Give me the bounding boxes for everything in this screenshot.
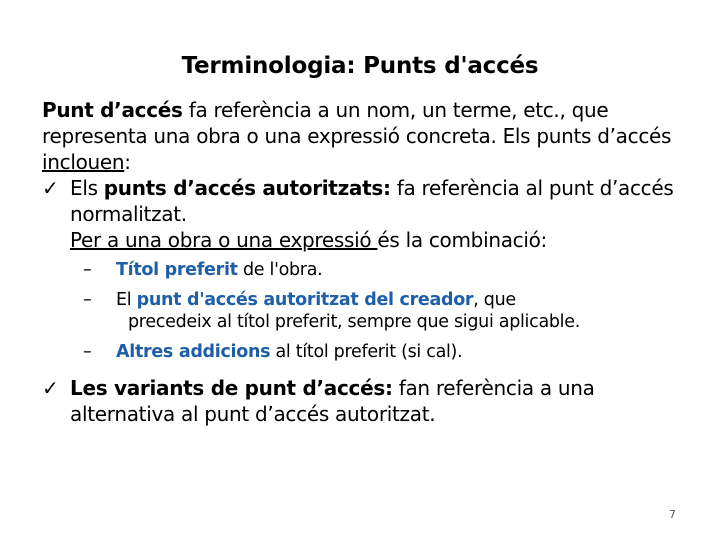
bullet-1-prefix: Els bbox=[70, 176, 104, 200]
sub-2-term: punt d'accés autoritzat del creador bbox=[136, 290, 474, 310]
sub-2-pre: El bbox=[116, 290, 137, 310]
sub-list bbox=[42, 259, 702, 363]
sub-3-term: Altres addicions bbox=[116, 342, 271, 362]
slide-body bbox=[42, 97, 702, 427]
sub-2-continuation: precedeix al títol preferit, sempre que sigui aplicable. bbox=[128, 312, 580, 332]
sub-2-text: , que bbox=[473, 290, 516, 310]
sub-item-3 bbox=[83, 341, 702, 363]
bullet-authorized bbox=[42, 175, 702, 253]
sub-3-text: al títol preferit (si cal). bbox=[270, 342, 463, 362]
dash-icon: – bbox=[83, 290, 92, 310]
dash-icon: – bbox=[83, 260, 92, 280]
bullet-variants bbox=[42, 375, 702, 427]
sub-1-term: Títol preferit bbox=[116, 260, 238, 280]
bullet-2-text: fan referència a una alternativa al punt d’accés autoritzat. bbox=[70, 376, 595, 426]
sub-item-2 bbox=[83, 289, 702, 333]
checkmark-icon: ✓ bbox=[42, 176, 59, 200]
intro-underlined: inclouen bbox=[42, 150, 125, 174]
checkmark-icon: ✓ bbox=[42, 376, 59, 400]
slide-title: Terminologia: Punts d'accés bbox=[181, 53, 539, 79]
intro-term: Punt d’accés bbox=[42, 98, 183, 122]
page-number: 7 bbox=[669, 508, 676, 521]
sub-1-text: de l'obra. bbox=[237, 260, 323, 280]
bullet-1-sub-intro-rest: és la combinació: bbox=[377, 228, 547, 252]
dash-icon: – bbox=[83, 342, 92, 362]
intro-text: fa referència a un nom, un terme, etc., que representa una obra o una expressió concreta. Els punts d’accés bbox=[42, 98, 672, 148]
bullet-1-term: punts d’accés autoritzats: bbox=[103, 176, 391, 200]
bullet-1-sub-intro-underlined: Per a una obra o una expressió bbox=[70, 228, 378, 252]
bullet-1-text: fa referència al punt d’accés normalitzat. bbox=[70, 176, 674, 226]
sub-item-1 bbox=[83, 259, 702, 281]
bullet-2-term: Les variants de punt d’accés: bbox=[70, 376, 393, 400]
intro-colon: : bbox=[124, 150, 131, 174]
intro-paragraph bbox=[42, 97, 702, 175]
